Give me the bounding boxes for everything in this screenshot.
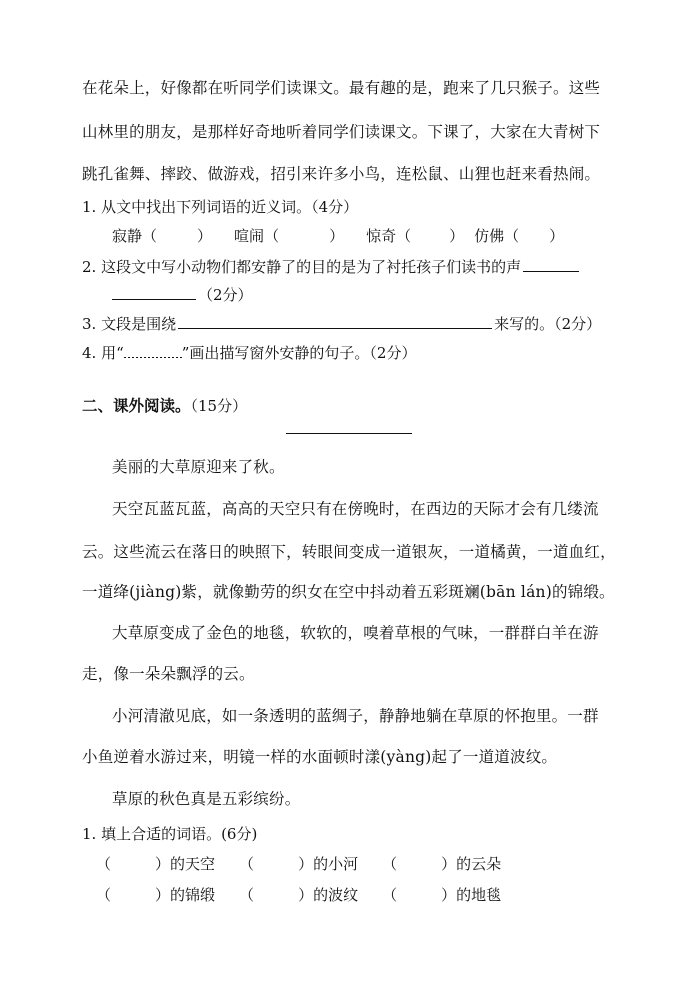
title-blank[interactable] <box>286 433 412 434</box>
open-paren: （ <box>382 886 398 904</box>
fill-item <box>382 853 501 874</box>
answer-blank[interactable] <box>178 327 492 329</box>
synonym-word: 仿佛 <box>474 227 505 245</box>
synonym-item <box>112 225 212 246</box>
close-paren: ） <box>549 227 565 245</box>
question4-prefix: 4. 用“ <box>82 344 124 362</box>
synonym-word: 喧闹 <box>234 227 265 245</box>
synonym-word: 寂静 <box>112 227 143 245</box>
open-paren: （ <box>239 886 255 904</box>
question5-label: 1. 填上合适的词语。(6分) <box>82 825 258 843</box>
open-paren: （ <box>96 886 112 904</box>
synonym-word: 惊奇 <box>366 227 397 245</box>
question2-line2 <box>110 284 253 305</box>
passage2-para1: 美丽的大草原迎来了秋。 <box>112 458 285 476</box>
section2-heading <box>82 394 247 416</box>
passage2-para3-line1: 大草原变成了金色的地毯，软软的，嗅着草根的气味，一群群白羊在游 <box>112 624 599 642</box>
fill-row-1 <box>96 853 501 874</box>
passage2-para2-line1: 天空瓦蓝瓦蓝，高高的天空只有在傍晚时，在西边的天际才会有几缕流 <box>112 500 599 518</box>
fill-item <box>239 884 358 905</box>
close-paren: ） <box>298 855 314 873</box>
passage2-para4-line2: 小鱼逆着水游过来，明镜一样的水面顿时漾(yàng)起了一道道波纹。 <box>82 748 558 766</box>
close-paren: ） <box>155 855 171 873</box>
fill-word: 的天空 <box>170 855 216 873</box>
question4 <box>82 342 416 363</box>
open-paren: （ <box>239 855 255 873</box>
question2-line1 <box>82 256 581 277</box>
question3 <box>82 313 601 334</box>
close-paren: ） <box>441 855 457 873</box>
close-paren: ） <box>329 227 345 245</box>
passage1-line2: 山林里的朋友，是那样好奇地听着同学们读课文。下课了，大家在大青树下 <box>82 123 601 141</box>
question4-suffix: ”画出描写窗外安静的句子。（2分） <box>181 344 417 362</box>
synonym-item <box>366 225 464 246</box>
fill-word: 的云朵 <box>456 855 502 873</box>
passage2-para2-line2: 云。这些流云在落日的映照下，转眼间变成一道银灰，一道橘黄，一道血红， <box>82 543 616 561</box>
passage2-para2-line3: 一道绛(jiàng)紫，就像勤劳的织女在空中抖动着五彩斑斓(bān lán)的锦缎。 <box>82 583 615 601</box>
passage2-para5: 草原的秋色真是五彩缤纷。 <box>112 790 301 808</box>
fill-word: 的锦缎 <box>170 886 216 904</box>
passage2-para3-line2: 走，像一朵朵飘浮的云。 <box>82 665 255 683</box>
passage1-line1: 在花朵上，好像都在听同学们读课文。最有趣的是，跑来了几只猴子。这些 <box>82 79 601 97</box>
fill-row-2 <box>96 884 501 905</box>
fill-item <box>382 884 501 905</box>
open-paren: （ <box>96 855 112 873</box>
section-title: 二、课外阅读。 <box>82 396 191 415</box>
synonym-item <box>474 225 564 246</box>
close-paren: ） <box>441 886 457 904</box>
fill-item <box>96 884 215 905</box>
fill-item <box>96 853 215 874</box>
answer-blank[interactable] <box>112 298 196 300</box>
answer-blank[interactable] <box>523 270 579 272</box>
close-paren: ） <box>155 886 171 904</box>
fill-word: 的小河 <box>313 855 359 873</box>
open-paren: （ <box>382 855 398 873</box>
section-score: （15分） <box>190 397 248 415</box>
synonym-item <box>234 225 344 246</box>
synonym-row <box>112 225 564 246</box>
close-paren: ） <box>449 227 465 245</box>
open-paren: （ <box>264 227 280 245</box>
close-paren: ） <box>298 886 314 904</box>
open-paren: （ <box>396 227 412 245</box>
fill-item <box>239 853 358 874</box>
question2-score: （2分） <box>198 286 253 304</box>
open-paren: （ <box>504 227 520 245</box>
question3-suffix: 来写的。（2分） <box>494 315 602 333</box>
passage1-line3: 跳孔雀舞、摔跤、做游戏，招引来许多小鸟，连松鼠、山狸也赶来看热闹。 <box>82 165 601 183</box>
open-paren: （ <box>142 227 158 245</box>
wavy-underline-icon <box>124 350 182 358</box>
fill-word: 的波纹 <box>313 886 359 904</box>
passage2-para4-line1: 小河清澈见底，如一条透明的蓝绸子，静静地躺在草原的怀抱里。一群 <box>112 707 599 725</box>
fill-word: 的地毯 <box>456 886 502 904</box>
question1-label: 1. 从文中找出下列词语的近义词。（4分） <box>82 198 359 216</box>
close-paren: ） <box>197 227 213 245</box>
question2-text: 2. 这段文中写小动物们都安静了的目的是为了衬托孩子们读书的声 <box>82 258 522 276</box>
question3-prefix: 3. 文段是围绕 <box>82 315 177 333</box>
